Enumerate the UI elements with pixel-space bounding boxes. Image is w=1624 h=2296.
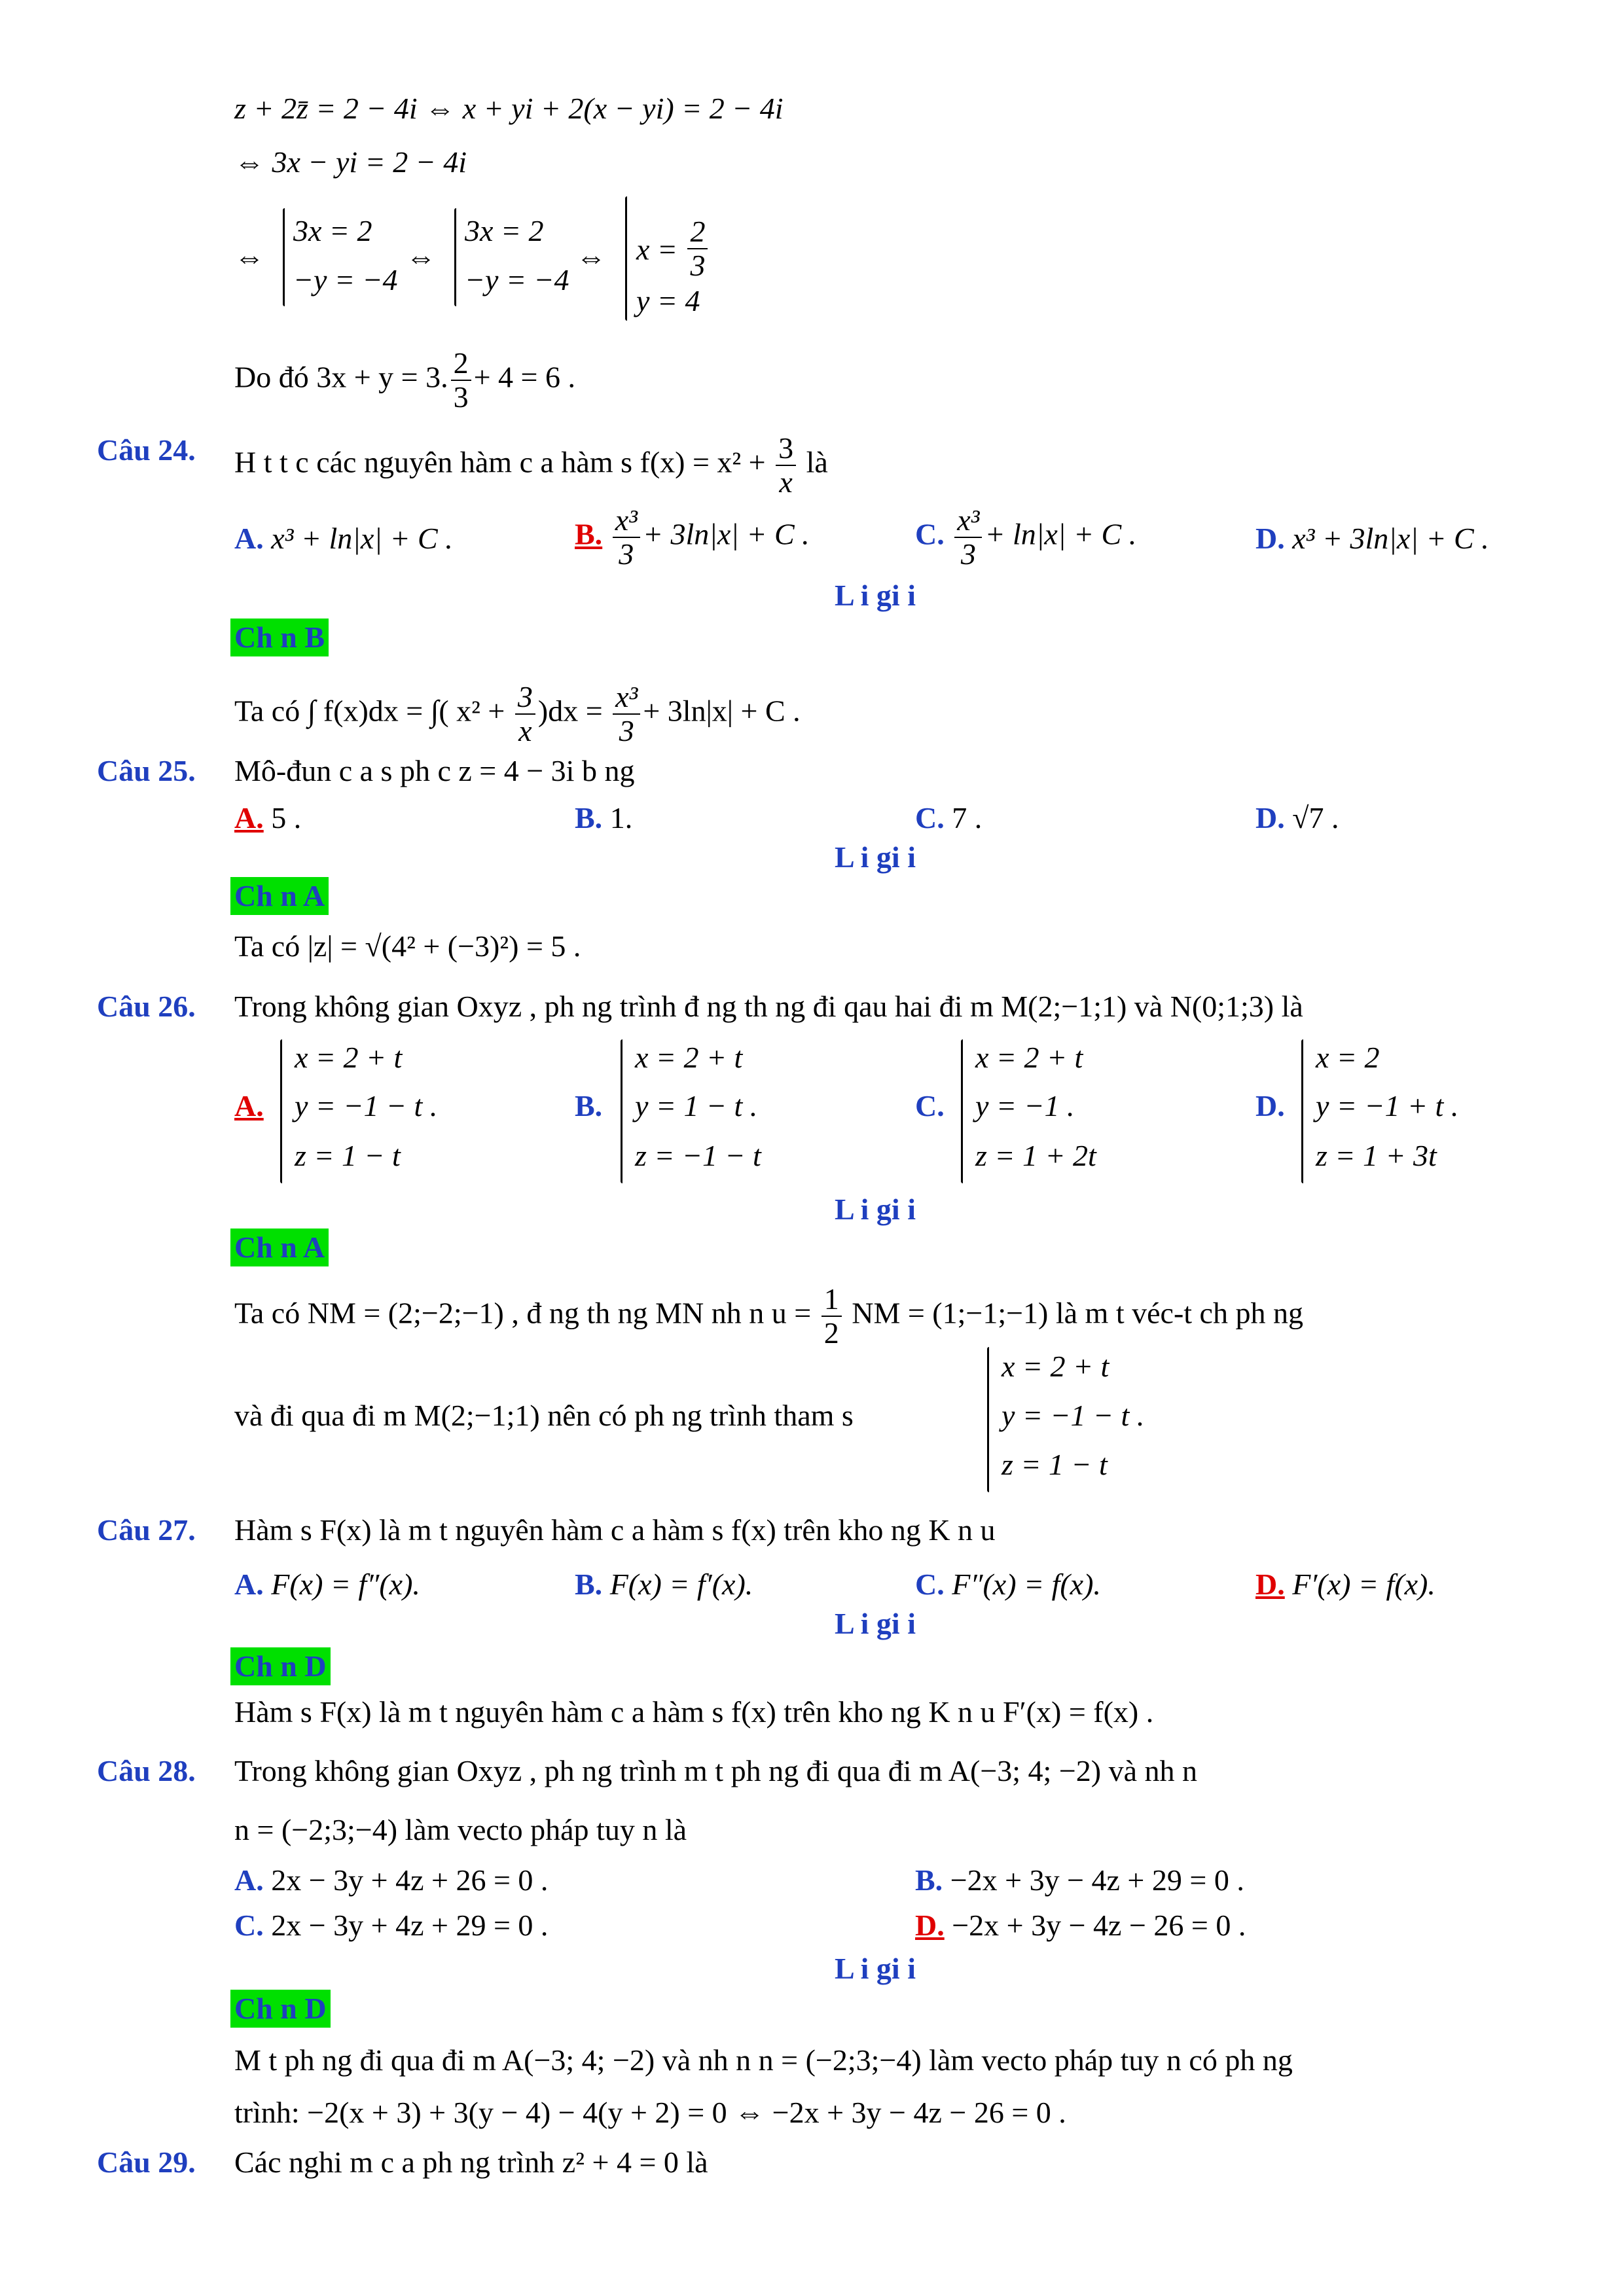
system-3-eq-1: x = $\frac{2}{3}$	[636, 219, 710, 286]
q28-solution-line-1: M t ph ng đi qua đi m A(−3; 4; −2) và nh n n = (−2;3;−4) làm vecto pháp tuy n có ph ng	[234, 2043, 1293, 2077]
q26-solution-heading: L i gi i	[835, 1193, 916, 1226]
system-1-eq-2: −y = −4	[293, 263, 398, 296]
q24-option-a[interactable]: A. x³ + ln|x| + C .	[234, 522, 453, 555]
q26-option-b-eq2: y = 1 − t .	[635, 1089, 758, 1122]
system-brace	[454, 208, 456, 306]
q26-option-b-eq3: z = −1 − t	[635, 1139, 761, 1172]
question-28-text: Trong không gian Oxyz , ph ng trình m t ph ng đi qua đi m A(−3; 4; −2) và nh n	[234, 1754, 1198, 1787]
equiv-symbol: ⇔	[576, 240, 606, 274]
q26-option-d-eq1: x = 2	[1316, 1041, 1380, 1074]
q26-solution-line-2: và đi qua đi m M(2;−1;1) nên có ph ng trình tham s	[234, 1399, 854, 1432]
system-1-eq-1: 3x = 2	[293, 214, 372, 247]
q26-option-b-label[interactable]: B.	[575, 1089, 603, 1122]
q26-option-c-eq2: y = −1 .	[975, 1089, 1075, 1122]
q28-solution-heading: L i gi i	[835, 1952, 916, 1985]
q24-option-b[interactable]: B. $\frac{\text{x³}}{3}$ + 3ln|x| + C .	[575, 503, 810, 571]
q26-option-c-eq1: x = 2 + t	[975, 1041, 1083, 1074]
q26-solution-brace	[987, 1347, 989, 1492]
q25-option-b[interactable]: B. 1.	[575, 801, 633, 834]
q26-option-d-eq2: y = −1 + t .	[1316, 1089, 1459, 1122]
question-28-text-2: n = (−2;3;−4) làm vecto pháp tuy n là	[234, 1813, 687, 1846]
q27-solution-heading: L i gi i	[835, 1607, 916, 1640]
q25-option-a[interactable]: A. 5 .	[234, 801, 302, 834]
q27-option-b[interactable]: B. F(x) = f′(x).	[575, 1568, 753, 1601]
q26-option-a-eq1: x = 2 + t	[295, 1041, 403, 1074]
question-26-label: Câu 26.	[97, 990, 196, 1023]
q26-solution-eq3: z = 1 − t	[1001, 1448, 1108, 1481]
q26-option-c-brace	[961, 1039, 963, 1183]
question-26-text: Trong không gian Oxyz , ph ng trình đ ng th ng đi qau hai đi m M(2;−1;1) và N(0;1;3) là	[234, 990, 1303, 1023]
question-27-label: Câu 27.	[97, 1513, 196, 1547]
q28-option-b[interactable]: B. −2x + 3y − 4z + 29 = 0 .	[915, 1863, 1244, 1897]
q24-option-d[interactable]: D. x³ + 3ln|x| + C .	[1255, 522, 1489, 555]
q24-answer-badge: Ch n B	[230, 619, 329, 656]
q28-option-a[interactable]: A. 2x − 3y + 4z + 26 = 0 .	[234, 1863, 549, 1897]
question-29-text: Các nghi m c a ph ng trình z² + 4 = 0 là	[234, 2145, 708, 2179]
question-25-label: Câu 25.	[97, 754, 196, 787]
q26-option-a-brace	[280, 1039, 282, 1183]
q26-option-a-eq2: y = −1 − t .	[295, 1089, 438, 1122]
q25-solution: Ta có |z| = √(4² + (−3)²) = 5 .	[234, 929, 581, 963]
q26-option-c-eq3: z = 1 + 2t	[975, 1139, 1096, 1172]
q26-option-a-label[interactable]: A.	[234, 1089, 264, 1122]
q26-option-a-eq3: z = 1 − t	[295, 1139, 401, 1172]
system-brace	[625, 196, 627, 321]
question-24-label: Câu 24.	[97, 433, 196, 467]
q26-option-d-label[interactable]: D.	[1255, 1089, 1285, 1122]
q26-option-c-label[interactable]: C.	[915, 1089, 945, 1122]
q27-option-a[interactable]: A. F(x) = f″(x).	[234, 1568, 420, 1601]
q26-option-b-eq1: x = 2 + t	[635, 1041, 743, 1074]
q27-answer-badge: Ch n D	[230, 1647, 331, 1685]
q25-option-d[interactable]: D. √7 .	[1255, 801, 1339, 834]
q26-option-b-brace	[621, 1039, 623, 1183]
q25-answer-badge: Ch n A	[230, 877, 329, 915]
conclusion-line: Do đó 3x + y = 3. $\frac{2}{3}$ + 4 = 6 .	[234, 346, 575, 414]
question-28-label: Câu 28.	[97, 1754, 196, 1787]
system-2-eq-2: −y = −4	[465, 263, 569, 296]
equiv-symbol: ⇔	[406, 240, 436, 274]
equation-line-2: ⇔ 3x − yi = 2 − 4i	[234, 145, 467, 179]
q26-solution-eq2: y = −1 − t .	[1001, 1399, 1145, 1432]
q26-solution-line-1: Ta có NM = (2;−2;−1) , đ ng th ng MN nh n u = $\frac{1}{2}$ NM = (1;−1;−1) là m t véc-t ch ph ng	[234, 1282, 1303, 1350]
q28-option-c[interactable]: C. 2x − 3y + 4z + 29 = 0 .	[234, 1909, 549, 1942]
q25-option-c[interactable]: C. 7 .	[915, 801, 983, 834]
q26-option-d-eq3: z = 1 + 3t	[1316, 1139, 1437, 1172]
question-27-text: Hàm s F(x) là m t nguyên hàm c a hàm s f(x) trên kho ng K n u	[234, 1513, 996, 1547]
equiv-symbol: ⇔	[234, 240, 264, 274]
question-25-text: Mô-đun c a s ph c z = 4 − 3i b ng	[234, 754, 635, 787]
q27-option-d[interactable]: D. F′(x) = f(x).	[1255, 1568, 1435, 1601]
system-3-eq-2: y = 4	[636, 284, 700, 317]
question-24-text: H t t c các nguyên hàm c a hàm s f(x) = x² + $\frac{3}{x}$ là	[234, 431, 828, 499]
q26-solution-eq1: x = 2 + t	[1001, 1350, 1110, 1383]
equation-line-1: z + 2z̄ = 2 − 4i ⇔ x + yi + 2(x − yi) = 2 − 4i	[234, 92, 784, 125]
q28-answer-badge: Ch n D	[230, 1990, 331, 2028]
q26-answer-badge: Ch n A	[230, 1229, 329, 1266]
q28-option-d[interactable]: D. −2x + 3y − 4z − 26 = 0 .	[915, 1909, 1246, 1942]
q28-solution-line-2: trình: −2(x + 3) + 3(y − 4) − 4(y + 2) = 0 ⇔ −2x + 3y − 4z − 26 = 0 .	[234, 2096, 1066, 2129]
question-29-label: Câu 29.	[97, 2145, 196, 2179]
q27-solution: Hàm s F(x) là m t nguyên hàm c a hàm s f(x) trên kho ng K n u F′(x) = f(x) .	[234, 1695, 1154, 1729]
q24-solution-heading: L i gi i	[835, 579, 916, 612]
q27-option-c[interactable]: C. F″(x) = f(x).	[915, 1568, 1101, 1601]
system-brace	[283, 208, 285, 306]
q24-option-c[interactable]: C. $\frac{\text{x³}}{3}$ + ln|x| + C .	[915, 503, 1137, 571]
q25-solution-heading: L i gi i	[835, 840, 916, 874]
system-2-eq-1: 3x = 2	[465, 214, 544, 247]
q26-option-d-brace	[1301, 1039, 1303, 1183]
q24-solution: Ta có ∫ f(x)dx = ∫( x² + $\frac{3}{x}$ )dx = $\frac{\text{x³}}{3}$ + 3ln|x| + C .	[234, 680, 801, 747]
